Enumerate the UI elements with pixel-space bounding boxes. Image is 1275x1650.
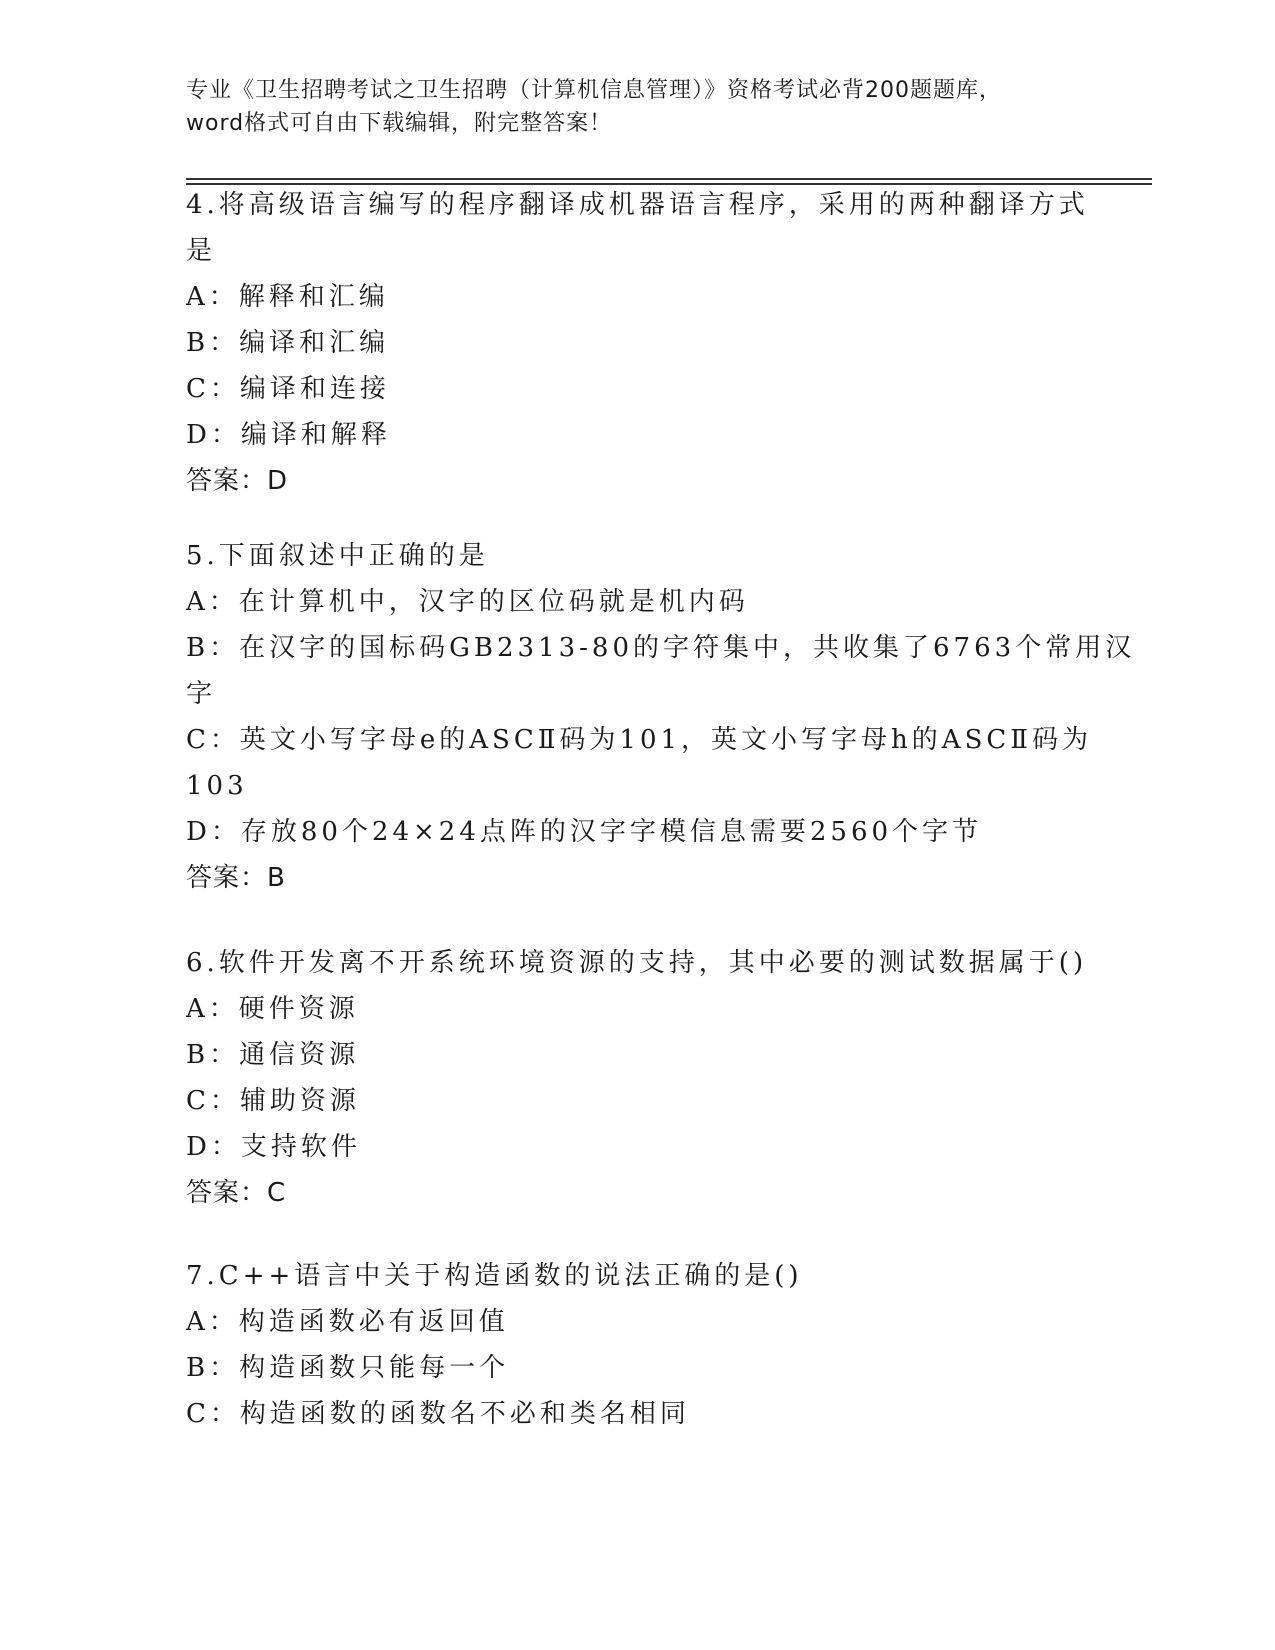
option-b: B：构造函数只能每一个 bbox=[186, 1353, 510, 1383]
option-c: C：辅助资源 bbox=[186, 1086, 360, 1116]
question-5 bbox=[186, 533, 1136, 901]
option-a: A：硬件资源 bbox=[186, 994, 359, 1024]
question-4 bbox=[186, 182, 1089, 504]
answer: 答案：C bbox=[186, 1178, 287, 1208]
question-6 bbox=[186, 940, 1088, 1216]
question-stem: 7.C++语言中关于构造函数的说法正确的是() bbox=[186, 1261, 803, 1291]
answer: 答案：D bbox=[186, 466, 289, 496]
option-d: D：存放80个24×24点阵的汉字字模信息需要2560个字节 bbox=[186, 817, 983, 847]
option-b: B：通信资源 bbox=[186, 1040, 360, 1070]
option-c: C：构造函数的函数名不必和类名相同 bbox=[186, 1399, 690, 1429]
question-stem: 5.下面叙述中正确的是 bbox=[186, 541, 489, 571]
option-b-continued: 字 bbox=[186, 679, 217, 709]
question-stem: 6.软件开发离不开系统环境资源的支持，其中必要的测试数据属于() bbox=[186, 948, 1088, 978]
option-a: A：在计算机中，汉字的区位码就是机内码 bbox=[186, 587, 749, 617]
answer: 答案：B bbox=[186, 863, 286, 893]
option-c: C：英文小写字母e的ASCⅡ码为101，英文小写字母h的ASCⅡ码为 bbox=[186, 725, 1092, 755]
option-d: D：编译和解释 bbox=[186, 420, 391, 450]
option-a: A：构造函数必有返回值 bbox=[186, 1307, 509, 1337]
option-b: B：在汉字的国标码GB2313-80的字符集中，共收集了6763个常用汉 bbox=[186, 633, 1136, 663]
option-a: A：解释和汇编 bbox=[186, 282, 389, 312]
option-d: D：支持软件 bbox=[186, 1132, 361, 1162]
question-7 bbox=[186, 1253, 1066, 1437]
document-header bbox=[186, 74, 1086, 140]
question-stem-continued: 是 bbox=[186, 236, 217, 266]
option-b: B：编译和汇编 bbox=[186, 328, 390, 358]
question-stem: 4.将高级语言编写的程序翻译成机器语言程序，采用的两种翻译方式 bbox=[186, 190, 1089, 220]
header-title-line-1: 专业《卫生招聘考试之卫生招聘（计算机信息管理）》资格考试必背200题题库， bbox=[186, 78, 1002, 103]
header-divider-top bbox=[186, 178, 1152, 180]
option-c-continued: 103 bbox=[186, 771, 248, 801]
option-c: C：编译和连接 bbox=[186, 374, 390, 404]
header-title-line-2: word格式可自由下载编辑，附完整答案！ bbox=[186, 111, 613, 136]
